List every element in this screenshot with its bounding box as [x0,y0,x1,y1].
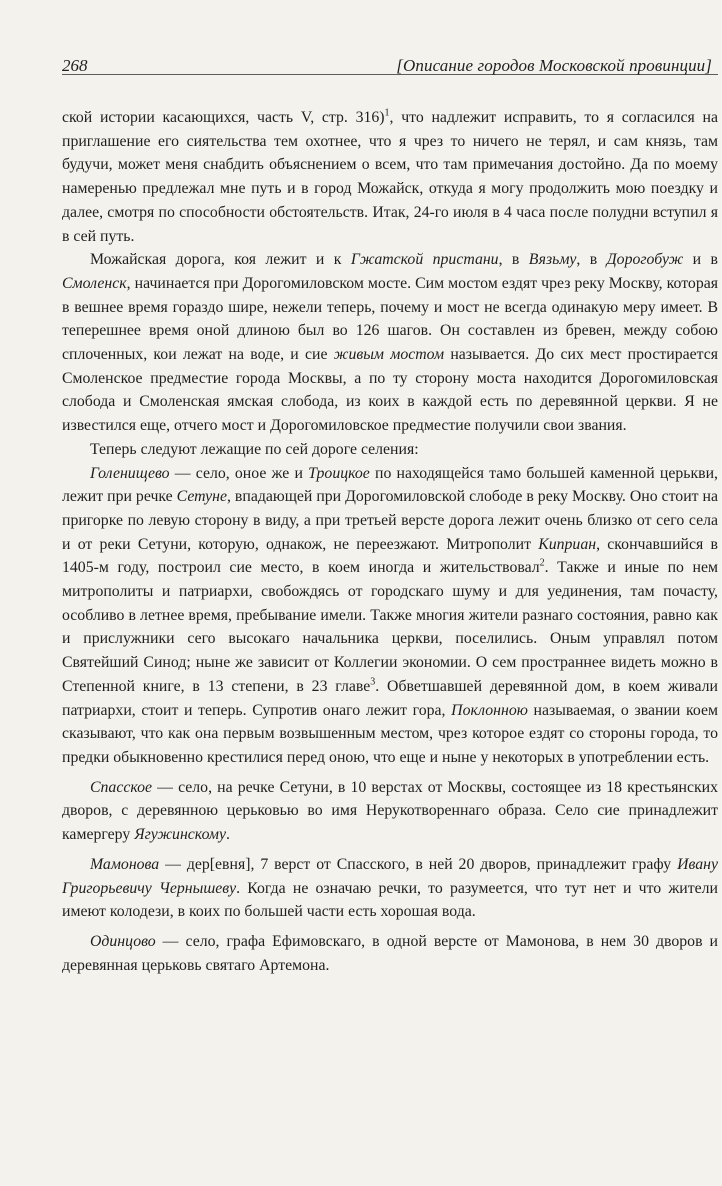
text-segment: — село, графа Ефимовскаго, в одной версте от Мамонова, в нем 30 дворов и деревянная церьковь святаго Артемона. [62,932,718,974]
paragraph-p4 [62,462,718,770]
italic-text: Сетуне [176,488,227,506]
italic-text: Поклонною [451,701,528,719]
paragraph-p7 [62,930,718,977]
paragraph-p2 [62,248,718,438]
italic-text: Дорогобуж [606,251,684,269]
paragraph-p6 [62,853,718,924]
text-segment: по находящейся тамо большей каменной церькви, лежит при речке [62,464,718,506]
paragraph-p3 [62,438,718,462]
text-segment: . Также и иные по нем митрополиты и патриархи, свобождясь от городскаго шуму и для уединения, там почасту, особливо в летнее время, пребывание имели. Также многия жители разнаго состояния, равно как и прислужники сего высокаго начальника церкви, поселились. Оным управлял потом Святейший Синод; ныне же зависит от Коллегии экономии. О сем пространнее видеть можно в Степенной книге, в 13 степени, в 23 главе [62,559,718,695]
italic-text: Голенищево [90,464,170,482]
text-segment: , в [576,251,607,269]
text-segment: . Когда не означаю речки, то разумеется, что тут нет и что жители имеют колодези, в коих по большей части есть хорошая вода. [62,879,719,921]
italic-text: Троицкое [308,464,370,482]
italic-text: Ягужинскому [134,826,226,844]
text-segment: Можайская дорога, коя лежит и к [90,251,351,269]
page-number: 268 [62,56,88,75]
text-segment: , скончавшийся в 1405-м году, построил сие место, в коем иногда и жительствовал [62,535,719,577]
italic-text: Киприан [538,535,597,553]
text-segment: — дер[евня], 7 верст от Спасского, в ней 20 дворов, принадлежит графу [159,855,678,873]
paragraph-p5 [62,776,718,847]
footnote-marker: 1 [384,107,390,119]
text-segment: , в [498,251,529,269]
page-body [62,106,718,977]
book-page [62,48,718,977]
italic-text: Одинцово [90,932,156,950]
page-header [62,48,718,75]
italic-text: Вязьму [528,251,577,269]
paragraph-p1 [62,106,718,248]
italic-text: Гжатской пристани [350,251,499,269]
text-segment: . [225,826,230,844]
text-segment: — село, на речке Сетуни, в 10 верстах от Москвы, состоящее из 18 крестьянских дворов, с деревянною церьковью во имя Нерукотвореннаго образа. Село сие принадлежит камергеру [62,778,718,844]
text-segment: называется. До сих мест простирается Смоленское предместие города Москвы, а по ту сторону моста находится Дорогомиловская слобода и Смоленская ямская слобода, из коих в каждой есть по деревянной церкви. Я не известился еще, отчего мост и Дорогомиловское предместие получили свои звания. [62,346,718,435]
text-segment: , что надлежит исправить, то я согласился на приглашение его сиятельства тем охотнее, что я чрез то ничего не терял, и сам князь, там будучи, может меня снабдить объяснением о всем, что там примечания достойно. Да по моему намеренью предлежал мне путь и в город Можайск, откуда я могу продолжить мою поездку и далее, смотря по способности обстоятельств. Итак, 24-го июля в 4 часа после полудни вступил я в сей путь. [62,109,719,245]
italic-text: Мамонова [90,855,160,873]
footnote-marker: 2 [539,558,545,570]
text-segment: и в [683,251,718,269]
running-title: [Описание городов Московской провинции] [396,56,712,75]
footnote-marker: 3 [370,676,376,688]
italic-text: Ивану Григорьевичу Чернышеву [62,855,718,897]
text-segment: — село, оное же и [169,464,309,482]
italic-text: Спасское [90,778,153,796]
text-segment: . Обветшавшей деревянной дом, в коем живали патриархи, стоит и теперь. Супротив онаго лежит гора, [62,677,718,719]
text-segment: ской истории касающихся, часть V, стр. 316) [62,109,385,126]
italic-text: живым мостом [333,346,445,364]
italic-text: Смоленск [62,274,127,292]
text-segment: Теперь следуют лежащие по сей дороге селения: [90,440,419,458]
text-segment: называемая, о звании коем сказывают, что как она первым возвышенным местом, чрез которое ездят со стороны города, то предки обыкновенно крестилися перед оною, что еще и ныне у некоторых в употреблении есть. [62,701,718,766]
text-segment: , впадающей при Дорогомиловской слободе в реку Москву. Оно стоит на пригорке по левую сторону в виду, а при третьей версте дорога лежит очень близко от сего села и от реки Сетуни, которую, однакож, не переезжают. Митрополит [62,488,718,553]
text-segment: , начинается при Дорогомиловском мосте. Сим мостом ездят чрез реку Москву, которая в вешнее время гораздо шире, нежели теперь, почему и мост не всегда одинакую меру имеет. В теперешнее время оной длиною был во 126 шагов. Он составлен из бревен, между собою сплоченных, кои лежат на воде, и сие [62,274,718,364]
